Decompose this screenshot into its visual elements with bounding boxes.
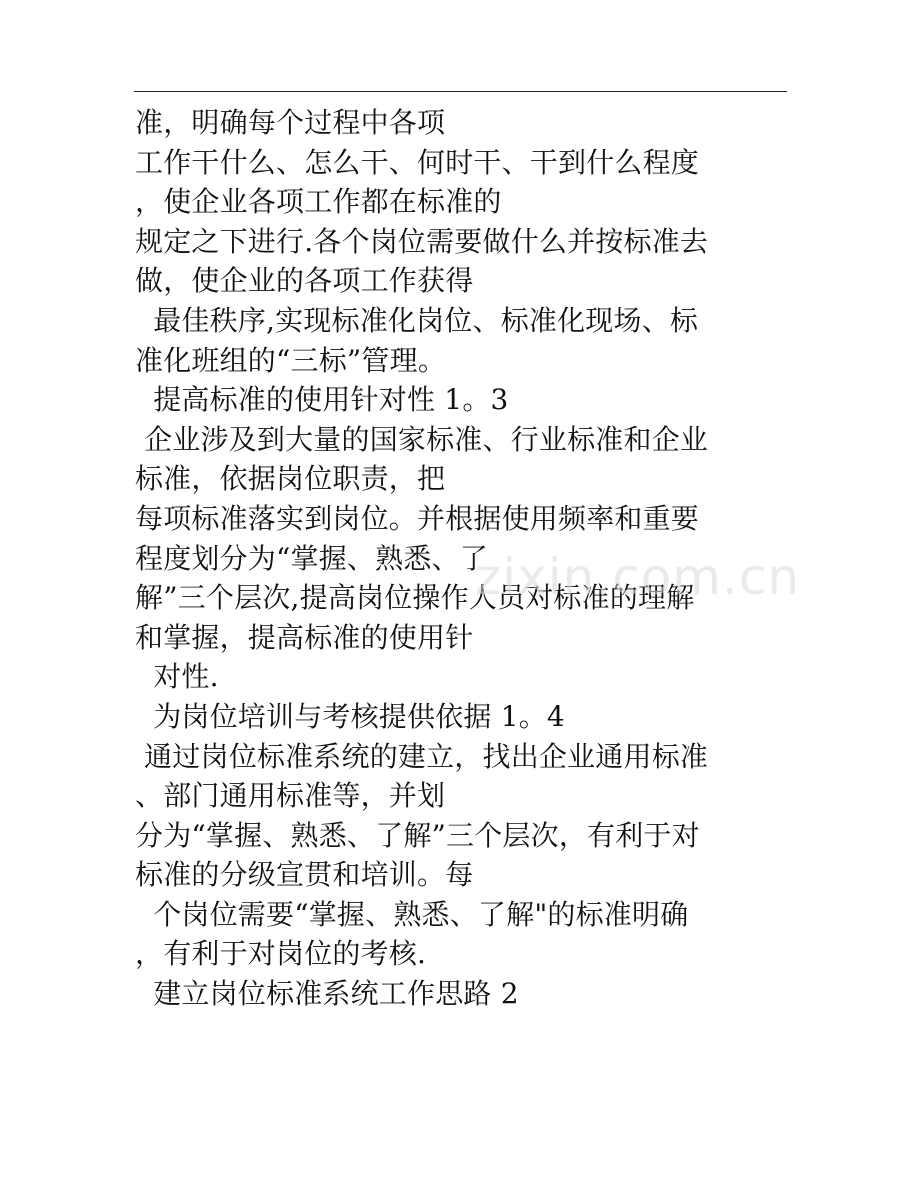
section-heading: 提高标准的使用针对性 1。3	[135, 383, 509, 417]
text-line: 解”三个层次,提高岗位操作人员对标准的理解	[135, 581, 695, 615]
text-line: 和掌握，提高标准的使用针	[135, 620, 474, 654]
document-body	[135, 103, 795, 1014]
text-line: 企业涉及到大量的国家标准、行业标准和企业	[135, 422, 709, 456]
text-line: 每项标准落实到岗位。并根据使用频率和重要	[135, 501, 700, 535]
text-line: 、部门通用标准等，并划	[135, 779, 446, 813]
section-heading: 建立岗位标准系统工作思路 2	[135, 977, 519, 1011]
watermark-text: zixin.com.cn	[475, 548, 801, 606]
text-line: 最佳秩序,实现标准化岗位、标准化现场、标	[135, 303, 699, 337]
text-line: ，有利于对岗位的考核.	[135, 937, 427, 971]
text-line: 个岗位需要“掌握、熟悉、了解"的标准明确	[135, 897, 689, 931]
text-line: 对性.	[135, 660, 219, 694]
text-line: 准，明确每个过程中各项	[135, 106, 446, 139]
text-line: 准化班组的“三标”管理。	[135, 343, 447, 377]
text-line: 做，使企业的各项工作获得	[135, 264, 474, 298]
text-line: 通过岗位标准系统的建立，找出企业通用标准	[135, 739, 709, 773]
section-heading: 为岗位培训与考核提供依据 1。4	[135, 699, 565, 733]
text-line: 标准，依据岗位职责，把	[135, 462, 446, 496]
text-line: 分为“掌握、熟悉、了解”三个层次，有利于对	[135, 818, 700, 852]
header-rule	[134, 91, 787, 92]
text-line: 标准的分级宣贯和培训。每	[135, 858, 474, 892]
text-line: 规定之下进行.各个岗位需要做什么并按标准去	[135, 224, 709, 258]
text-line: ，使企业各项工作都在标准的	[135, 185, 502, 219]
text-line: 工作干什么、怎么干、何时干、干到什么程度	[135, 145, 700, 179]
text-line: 程度划分为“掌握、熟悉、了	[135, 541, 488, 575]
